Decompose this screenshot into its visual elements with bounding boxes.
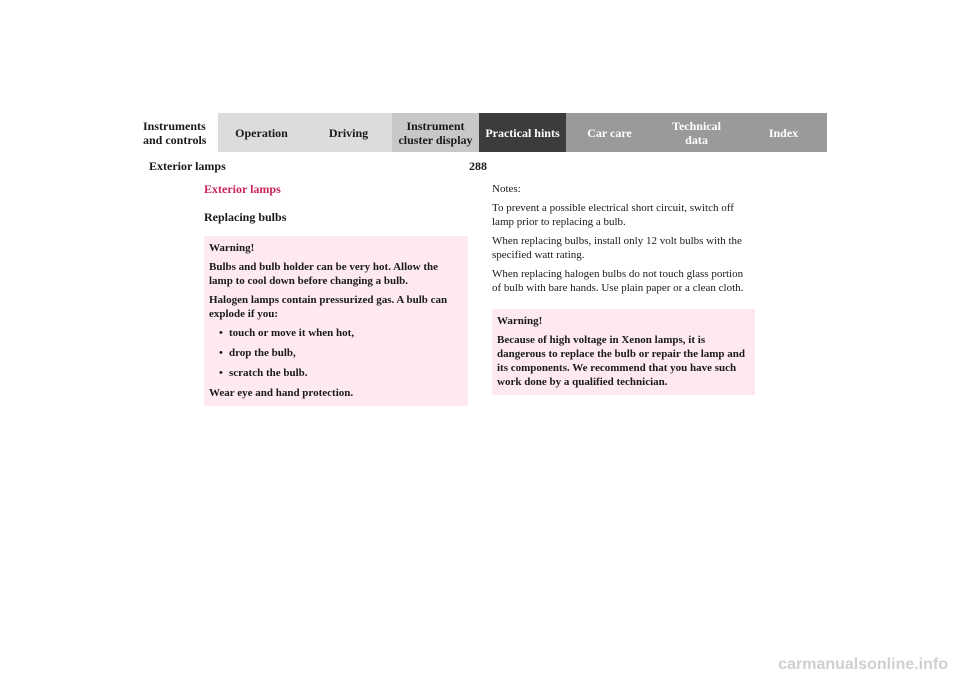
warning-heading: Warning!: [497, 315, 543, 327]
section-tabs: [131, 113, 827, 152]
warning-box: [204, 236, 468, 406]
watermark-logo: carmanualsonline.info: [778, 656, 948, 673]
warning-list: [209, 326, 462, 380]
tab-technical-data[interactable]: Technical data: [653, 113, 740, 152]
tab-practical-hints[interactable]: Practical hints: [479, 113, 566, 152]
page-header-title: Exterior lamps: [149, 159, 226, 173]
right-column: [492, 182, 755, 395]
warning-text: Wear eye and hand protection.: [209, 387, 354, 399]
section-title: Exterior lamps: [204, 182, 281, 196]
list-item: • drop the bulb,: [209, 346, 462, 360]
tab-operation[interactable]: Operation: [218, 113, 305, 152]
notes-label: Notes:: [492, 183, 521, 195]
note-text: When replacing halogen bulbs do not touch glass portion of bulb with bare hands. Use plain paper or a clean cloth.: [492, 268, 744, 294]
note-text: To prevent a possible electrical short circuit, switch off lamp prior to replacing a bulb.: [492, 202, 734, 228]
warning-text: Halogen lamps contain pressurized gas. A bulb can explode if you:: [209, 294, 448, 320]
tab-car-care[interactable]: Car care: [566, 113, 653, 152]
tab-instruments-and-controls[interactable]: Instruments and controls: [131, 113, 218, 152]
list-item: • touch or move it when hot,: [209, 326, 462, 340]
left-column: [204, 182, 468, 406]
warning-text: Because of high voltage in Xenon lamps, it is dangerous to replace the bulb or repair the lamp and its components. We recommend that you have such work done by a qualified technician.: [497, 334, 746, 388]
warning-text: Bulbs and bulb holder can be very hot. Allow the lamp to cool down before changing a bulb.: [209, 261, 439, 287]
sub-title: Replacing bulbs: [204, 210, 287, 224]
tab-index[interactable]: Index: [740, 113, 827, 152]
list-item: • scratch the bulb.: [209, 366, 462, 380]
tab-instrument-cluster-display[interactable]: Instrument cluster display: [392, 113, 479, 152]
warning-heading: Warning!: [209, 242, 255, 254]
page-number: 288: [469, 159, 487, 173]
tab-driving[interactable]: Driving: [305, 113, 392, 152]
note-text: When replacing bulbs, install only 12 volt bulbs with the specified watt rating.: [492, 235, 742, 261]
warning-box: [492, 309, 755, 395]
